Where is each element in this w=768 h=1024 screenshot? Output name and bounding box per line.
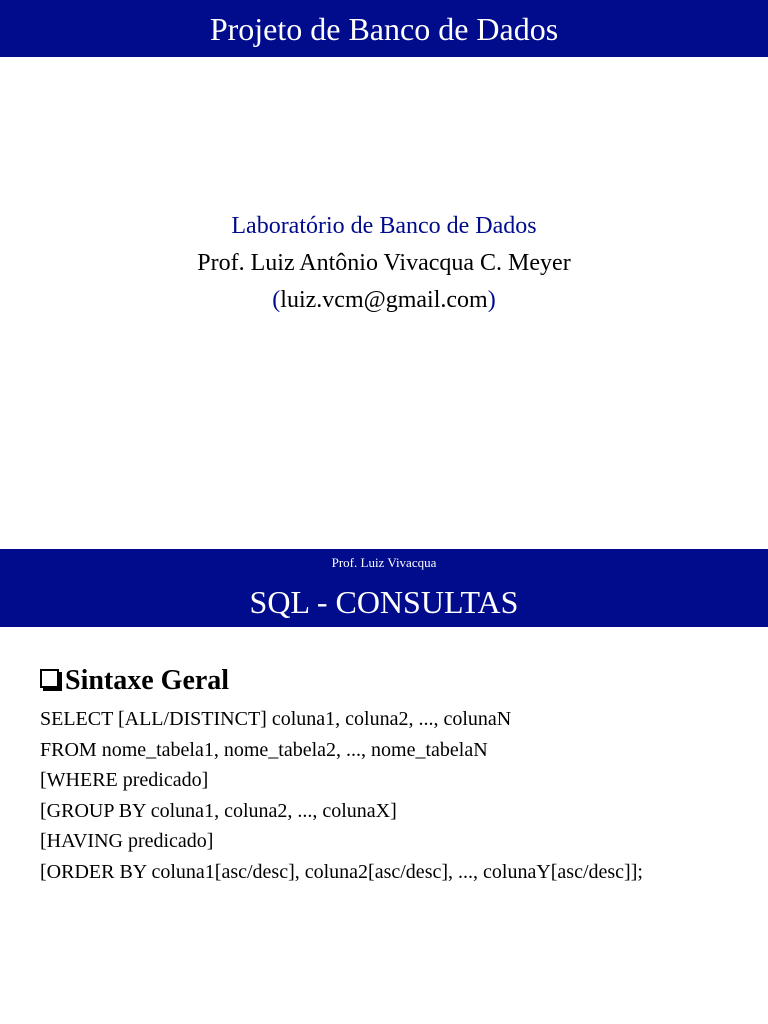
- email-close-paren: ): [487, 287, 496, 313]
- slide1-title-bar: [0, 0, 768, 57]
- contact-email-line: [0, 282, 768, 319]
- professor-name: Prof. Luiz Antônio Vivacqua C. Meyer: [197, 250, 571, 276]
- syntax-line-where: [WHERE predicado]: [40, 769, 209, 791]
- email-open-paren: (: [272, 287, 281, 313]
- section-heading-label: Sintaxe Geral: [65, 665, 230, 696]
- syntax-line-select: SELECT [ALL/DISTINCT] coluna1, coluna2, ..., colunaN: [40, 708, 512, 730]
- contact-email: luiz.vcm@gmail.com: [280, 287, 488, 313]
- slide2-title-bar: [0, 549, 768, 627]
- syntax-line-group-by: [GROUP BY coluna1, coluna2, ..., colunaX]: [40, 799, 397, 822]
- slide1-body: [0, 208, 768, 319]
- syntax-block: [40, 704, 643, 887]
- slide2-title: SQL - CONSULTAS: [249, 584, 519, 620]
- checkbox-icon: [40, 669, 59, 688]
- syntax-line-order-by: [ORDER BY coluna1[asc/desc], coluna2[asc/desc], ..., colunaY[asc/desc]];: [40, 860, 643, 883]
- syntax-line-having: [HAVING predicado]: [40, 830, 214, 852]
- syntax-line-from: FROM nome_tabela1, nome_tabela2, ..., nome_tabelaN: [40, 738, 488, 761]
- slide1-title: Projeto de Banco de Dados: [209, 11, 559, 47]
- course-name: Laboratório de Banco de Dados: [231, 213, 537, 239]
- slide1-footer: Prof. Luiz Vivacqua: [331, 555, 437, 570]
- section-heading: [40, 663, 229, 699]
